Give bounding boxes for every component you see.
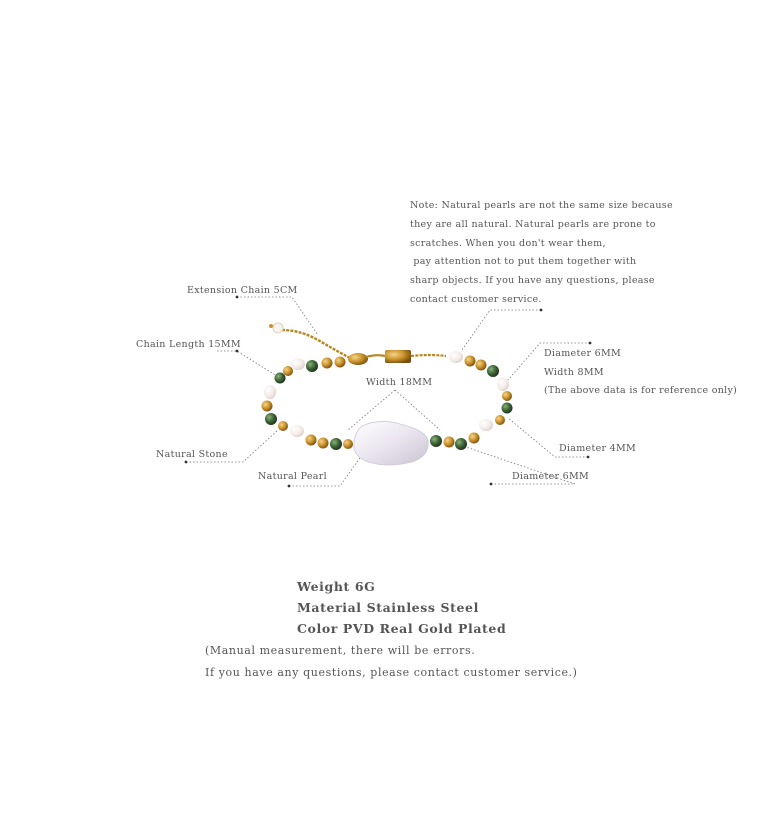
note-line: contact customer service. [410, 293, 542, 305]
label-diameter-4mm: Diameter 4MM [559, 443, 637, 454]
label-diameter-6mm-bottom: Diameter 6MM [512, 471, 590, 482]
logo-tag [385, 350, 411, 363]
spec-material: Material Stainless Steel [297, 600, 479, 615]
spec-weight: Weight 6G [297, 579, 376, 594]
measurement-disclaimer [205, 640, 578, 684]
label-chain-length: Chain Length 15MM [136, 339, 241, 350]
spec-color: Color PVD Real Gold Plated [297, 621, 507, 636]
baroque-pearl [354, 421, 428, 465]
label-reference-note: (The above data is for reference only) [544, 385, 738, 396]
callout-dot [236, 350, 239, 353]
note-line: they are all natural. Natural pearls are prone to [410, 218, 656, 230]
lobster-clasp [348, 350, 446, 365]
extension-chain [269, 323, 350, 358]
disclaimer-line: (Manual measurement, there will be errors. [205, 644, 476, 657]
note-line: Note: Natural pearls are not the same size because [410, 200, 673, 211]
bead-strand [262, 351, 513, 465]
callout-dot [589, 342, 592, 345]
callout-dot [236, 296, 239, 299]
label-width-center: Width 18MM [366, 377, 433, 388]
callout-dot [185, 461, 188, 464]
label-width-8mm: Width 8MM [544, 367, 604, 378]
product-specs [297, 576, 506, 639]
label-extension-chain: Extension Chain 5CM [187, 285, 298, 296]
label-natural-pearl: Natural Pearl [258, 471, 327, 482]
pearl-note [410, 197, 673, 310]
callout-line-width-right [395, 390, 440, 430]
note-line: sharp objects. If you have any questions, please [410, 275, 655, 287]
callout-dot [587, 456, 590, 459]
disclaimer-line: If you have any questions, please contact customer service.) [205, 666, 578, 679]
callout-line-note [462, 310, 541, 350]
callout-line-chain-length [217, 351, 280, 378]
note-line: pay attention not to put them together with [410, 256, 637, 268]
label-natural-stone: Natural Stone [156, 449, 228, 460]
label-diameter-6mm-top: Diameter 6MM [544, 348, 622, 359]
note-line: scratches. When you don't wear them, [410, 237, 606, 249]
callout-dot [288, 485, 291, 488]
callout-dot [490, 483, 493, 486]
